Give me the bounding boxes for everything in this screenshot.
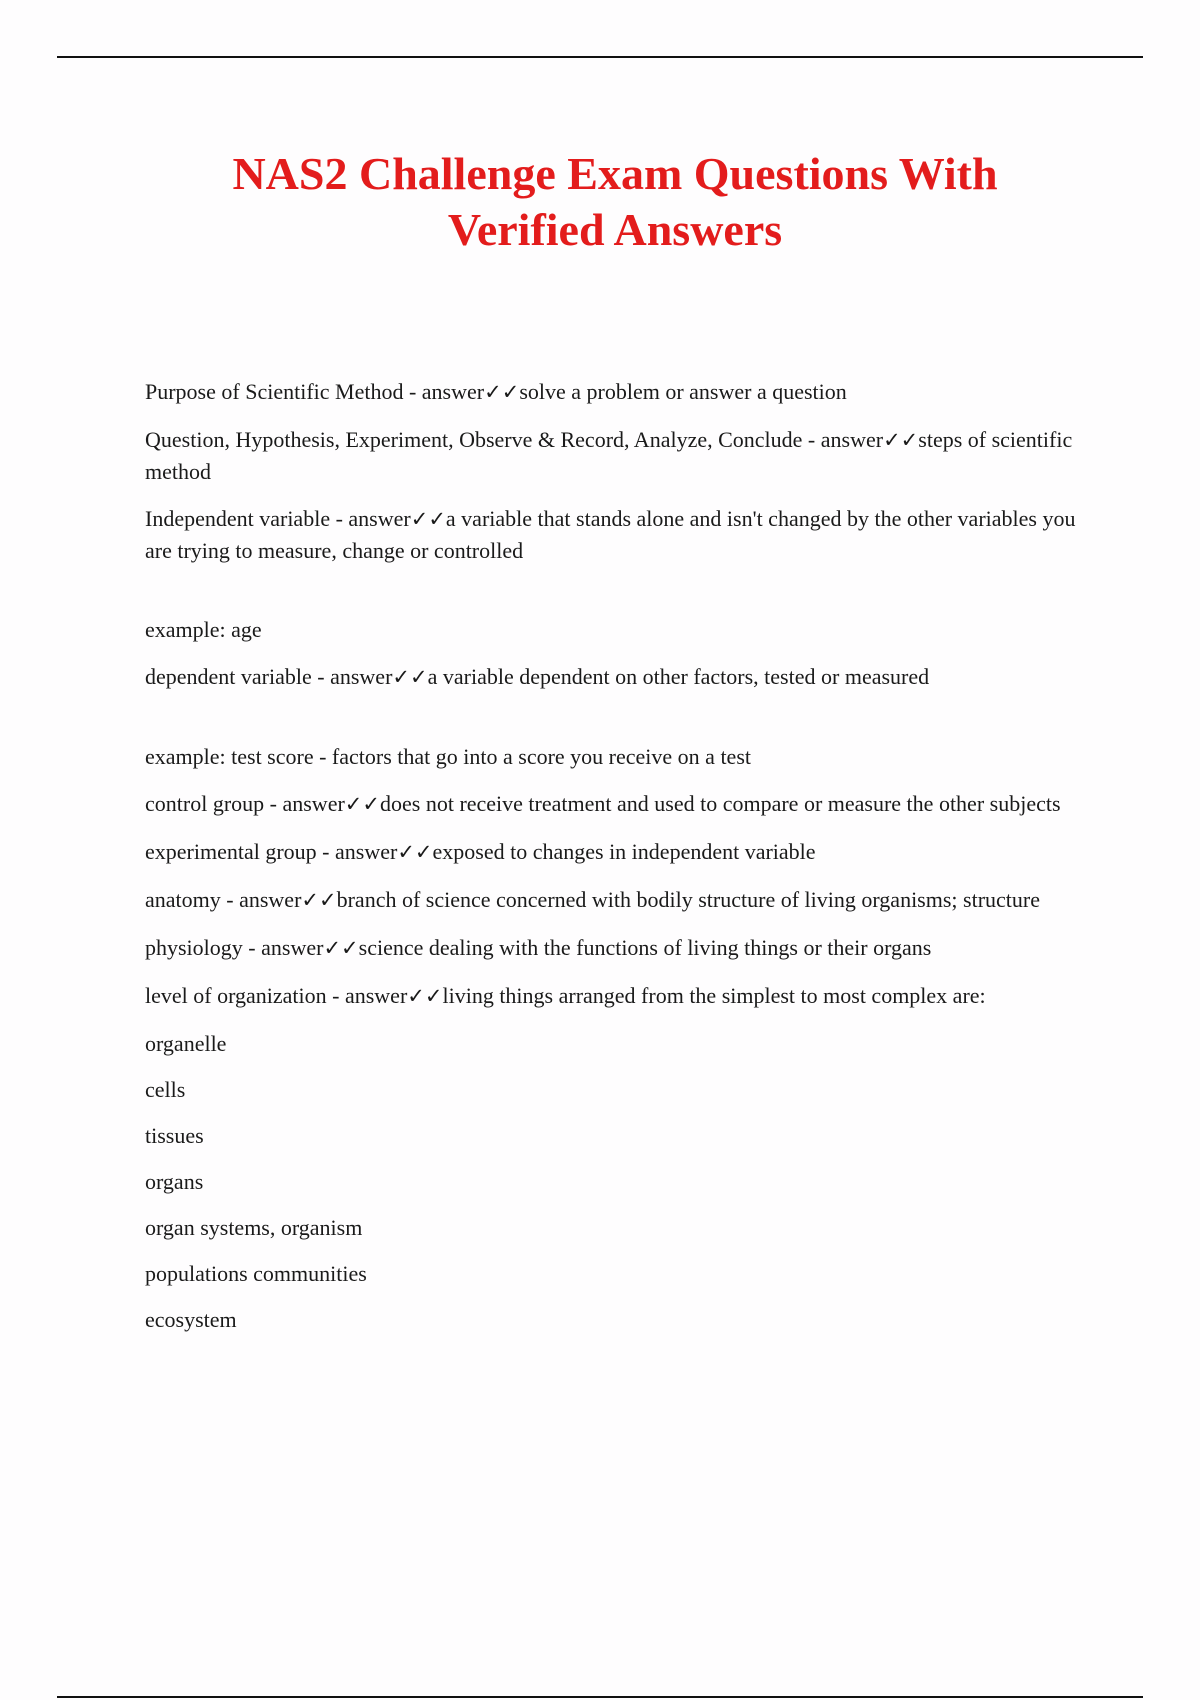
entry-answer: a variable that stands alone and isn't changed by the other variables you are trying to measure, change or controlled (145, 506, 1076, 563)
list-item: tissues (145, 1123, 204, 1148)
answer-marker: answer (348, 506, 411, 531)
entry-term: physiology (145, 935, 243, 960)
entry-answer: branch of science concerned with bodily structure of living organisms; structure (336, 887, 1040, 912)
entry-answer: living things arranged from the simplest to most complex are: (442, 983, 986, 1008)
list-item: organelle (145, 1031, 227, 1056)
answer-marker: answer (344, 983, 408, 1008)
entry-answer: steps of scientific method (145, 427, 1073, 484)
answer-marker: answer (282, 791, 345, 816)
list-item: organs (145, 1169, 204, 1194)
qa-entry: dependent variable - answer✓✓a variable dependent on other factors, tested or measured (145, 664, 930, 689)
footer-rule (57, 1696, 1143, 1698)
check-marks-icon: ✓✓ (407, 984, 443, 1008)
qa-entry: control group - answer✓✓does not receive treatment and used to compare or measure the other subjects (145, 791, 1061, 816)
example-line: example: age (145, 617, 262, 642)
answer-marker: answer (421, 379, 485, 404)
document-body (145, 376, 1085, 1350)
entry-term: Independent variable (145, 506, 331, 531)
document-title: NAS2 Challenge Exam Questions With Verified Answers (232, 148, 998, 255)
list-item: populations communities (145, 1261, 367, 1286)
answer-marker: answer (335, 839, 398, 864)
entry-answer: a variable dependent on other factors, tested or measured (427, 664, 930, 689)
entry-term: anatomy (145, 887, 221, 912)
entry-answer: solve a problem or answer a question (519, 379, 847, 404)
entry-term: experimental group (145, 839, 317, 864)
entry-term: dependent variable (145, 664, 312, 689)
check-marks-icon: ✓✓ (410, 507, 446, 531)
entry-answer: science dealing with the functions of living things or their organs (358, 935, 932, 960)
list-item: organ systems, organism (145, 1215, 363, 1240)
qa-entry: anatomy - answer✓✓branch of science concerned with bodily structure of living organisms; structure (145, 887, 1040, 912)
entry-term: control group (145, 791, 265, 816)
check-marks-icon: ✓✓ (301, 888, 337, 912)
header-rule (57, 56, 1143, 58)
qa-entry: Question, Hypothesis, Experiment, Observe & Record, Analyze, Conclude - answer✓✓steps of scientific method (145, 427, 1073, 484)
qa-entry: Purpose of Scientific Method - answer✓✓solve a problem or answer a question (145, 379, 847, 404)
list-item: ecosystem (145, 1307, 237, 1332)
list-item: cells (145, 1077, 186, 1102)
entry-term: level of organization (145, 983, 327, 1008)
entry-answer: does not receive treatment and used to compare or measure the other subjects (380, 791, 1061, 816)
entry-term: Question, Hypothesis, Experiment, Observe & Record, Analyze, Conclude (145, 427, 803, 452)
answer-marker: answer (261, 935, 324, 960)
qa-entry: physiology - answer✓✓science dealing with the functions of living things or their organs (145, 935, 932, 960)
example-line: example: test score - factors that go into a score you receive on a test (145, 744, 751, 769)
check-marks-icon: ✓✓ (392, 665, 428, 689)
check-marks-icon: ✓✓ (484, 380, 520, 404)
entry-answer: exposed to changes in independent variable (432, 839, 816, 864)
qa-entry: level of organization - answer✓✓living things arranged from the simplest to most complex are: (145, 983, 986, 1008)
qa-entry: experimental group - answer✓✓exposed to changes in independent variable (145, 839, 816, 864)
entry-term: Purpose of Scientific Method (145, 379, 404, 404)
check-marks-icon: ✓✓ (883, 428, 919, 452)
qa-entry: Independent variable - answer✓✓a variable that stands alone and isn't changed by the other variables you are trying to measure, change or controlled (145, 506, 1076, 563)
answer-marker: answer (330, 664, 393, 689)
check-marks-icon: ✓✓ (344, 792, 380, 816)
answer-marker: answer (239, 887, 302, 912)
check-marks-icon: ✓✓ (323, 936, 359, 960)
answer-marker: answer (820, 427, 884, 452)
check-marks-icon: ✓✓ (397, 840, 433, 864)
